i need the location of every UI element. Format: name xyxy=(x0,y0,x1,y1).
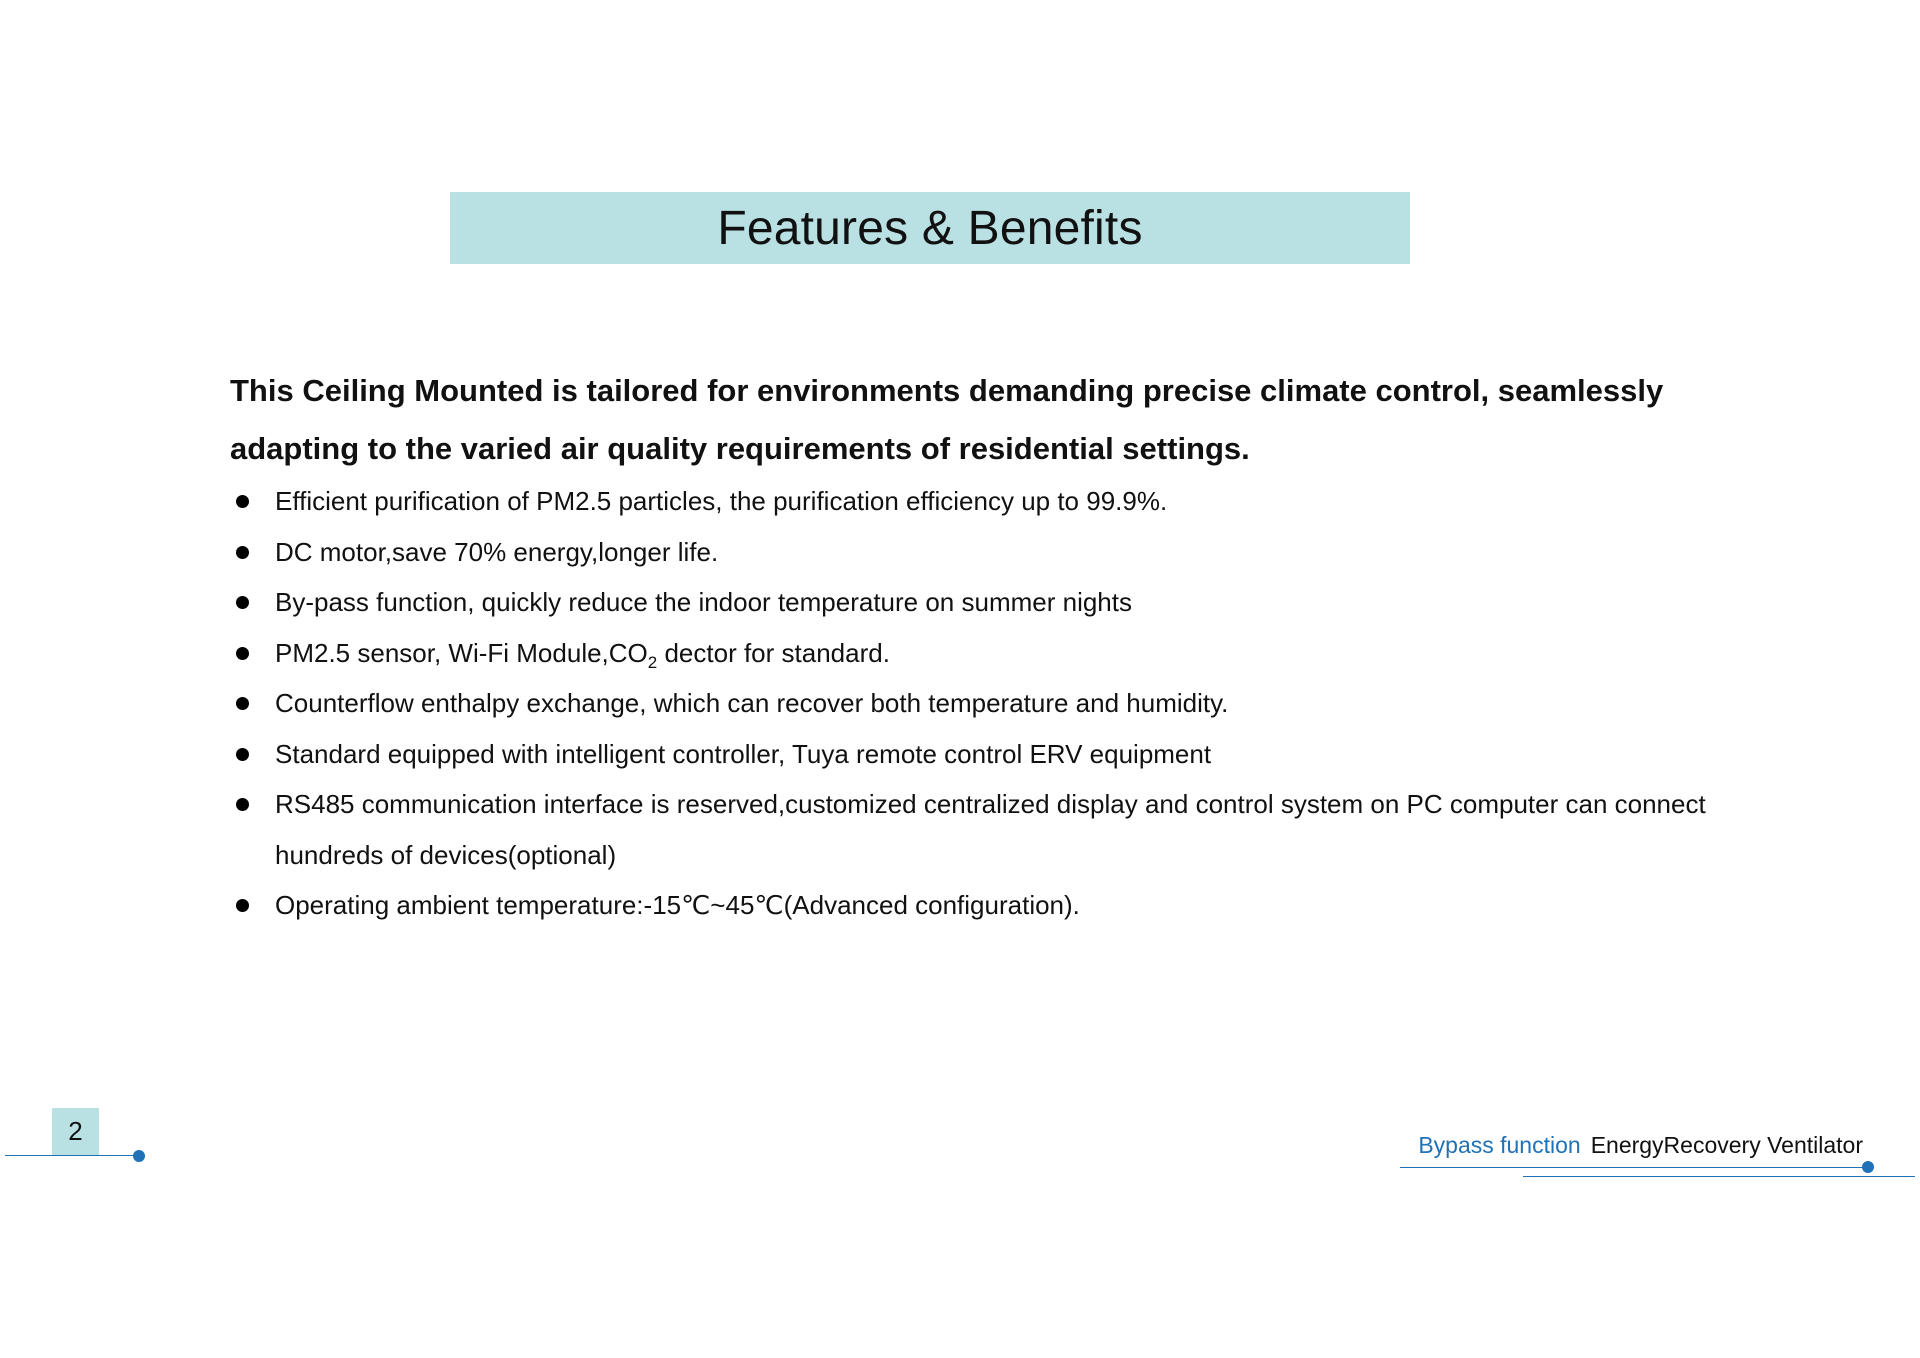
footer-dot-left xyxy=(133,1150,145,1162)
bullet-icon xyxy=(236,697,249,710)
feature-item xyxy=(230,577,1750,628)
feature-item xyxy=(230,729,1750,780)
feature-list xyxy=(230,476,1750,931)
feature-text: Standard equipped with intelligent controller, Tuya remote control ERV equipment xyxy=(275,738,1212,769)
feature-text-part: PM2.5 sensor, Wi-Fi Module,CO xyxy=(275,637,648,668)
bullet-icon xyxy=(236,495,249,508)
feature-item xyxy=(230,476,1750,527)
feature-item xyxy=(230,527,1750,578)
feature-text-part: dector for standard. xyxy=(657,637,890,668)
bullet-icon xyxy=(236,546,249,559)
feature-item xyxy=(230,628,1750,679)
title-banner xyxy=(450,192,1410,264)
feature-text: Efficient purification of PM2.5 particles, the purification efficiency up to 99.9%. xyxy=(275,486,1168,516)
footer-rule-right-lower xyxy=(1523,1176,1915,1177)
feature-item xyxy=(230,880,1750,931)
feature-text xyxy=(275,637,890,672)
subscript-text: 2 xyxy=(647,652,658,672)
bullet-icon xyxy=(236,798,249,811)
footer-dot-right xyxy=(1862,1161,1874,1173)
feature-item xyxy=(230,678,1750,729)
intro-paragraph: This Ceiling Mounted is tailored for environments demanding precise climate control, seamlessly adapting to the varied air quality requirements of residential settings. xyxy=(230,373,1664,466)
feature-text: Operating ambient temperature:-15℃~45℃(Advanced configuration). xyxy=(275,890,1080,920)
bullet-icon xyxy=(236,748,249,761)
bullet-icon xyxy=(236,899,249,912)
page-title: Features & Benefits xyxy=(717,201,1143,255)
footer-rule-right-upper xyxy=(1400,1167,1868,1168)
bullet-icon xyxy=(236,596,249,609)
feature-text: RS485 communication interface is reserved,customized centralized display and control system on PC computer can connect hundreds of devices(optional) xyxy=(275,789,1706,870)
feature-item xyxy=(230,779,1750,880)
footer-caption xyxy=(1418,1132,1863,1159)
feature-text: Counterflow enthalpy exchange, which can recover both temperature and humidity. xyxy=(275,688,1229,718)
feature-text: By-pass function, quickly reduce the indoor temperature on summer nights xyxy=(275,587,1132,617)
feature-text: DC motor,save 70% energy,longer life. xyxy=(275,536,719,567)
bullet-icon xyxy=(236,647,249,660)
page-number: 2 xyxy=(52,1108,99,1155)
footer-accent-text: Bypass function xyxy=(1418,1132,1581,1158)
footer-product-text: EnergyRecovery Ventilator xyxy=(1590,1132,1863,1158)
footer-rule-left xyxy=(5,1155,139,1156)
